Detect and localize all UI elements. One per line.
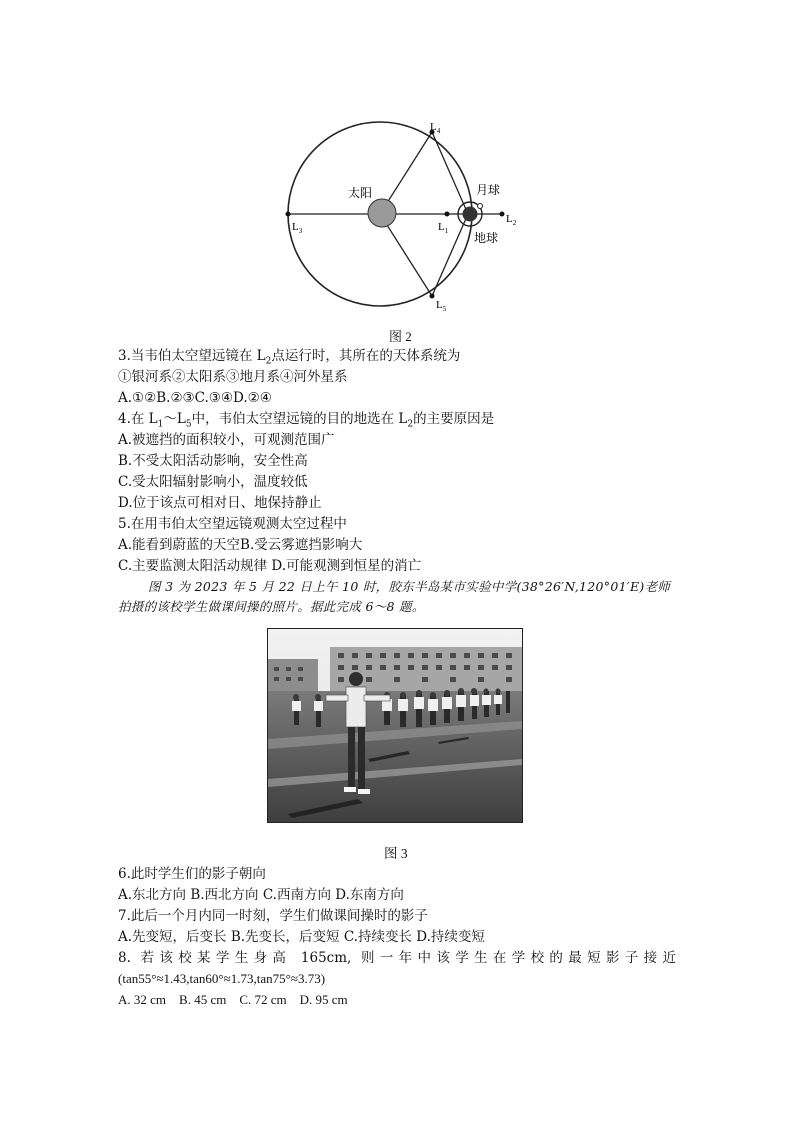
intro-paragraph: 图 3 为 2023 年 5 月 22 日上午 10 时，胶东半岛某市实验中学(38°26′N,120°01′E)老师拍摄的该校学生做课间操的照片。据此完成 6～8 题。 [118, 579, 671, 614]
figure2-caption: 图 2 [389, 329, 412, 344]
q7-stem: 7.此后一个月内同一时刻，学生们做课间操时的影子 [118, 908, 428, 924]
l2-label: $L_2$ [506, 213, 517, 227]
lagrange-diagram [270, 110, 530, 330]
l1-point [445, 212, 450, 217]
sun-label: 太阳 [347, 186, 372, 200]
q4-stem: 4.在 $L_1\sim L_5$中，韦伯太空望远镜的目的地选在 $L_2$的主要原因是 [118, 411, 495, 430]
q3-choices: A.①②B.②③C.③④D.②④ [118, 390, 272, 406]
q5-choices-cd: C.主要监测太阳活动规律 D.可能观测到恒星的消亡 [118, 558, 422, 574]
l2-point [500, 212, 505, 217]
figure3-caption: 图 3 [384, 846, 408, 861]
q4-choice-c: C.受太阳辐射影响小，温度较低 [118, 474, 308, 490]
q8-choices: A. 32 cm B. 45 cm C. 72 cm D. 95 cm [118, 992, 348, 1007]
l4-label: $L_4$ [430, 121, 441, 135]
l5-label: $L_5$ [436, 299, 447, 313]
q6-stem: 6.此时学生们的影子朝向 [118, 866, 266, 882]
moon-label: 月球 [476, 183, 501, 197]
exercise-photo [267, 628, 523, 823]
q3-items: ①银河系②太阳系③地月系④河外星系 [118, 369, 348, 385]
q4-choice-d: D.位于该点可相对日、地保持静止 [118, 495, 322, 511]
q4-choice-a: A.被遮挡的面积较小，可观测范围广 [118, 432, 335, 448]
q8-hint: (tan55°≈1.43,tan60°≈1.73,tan75°≈3.73) [118, 971, 326, 986]
q4-choice-b: B.不受太阳活动影响，安全性高 [118, 453, 308, 469]
l1-label: $L_1$ [438, 221, 449, 235]
q5-stem: 5.在用韦伯太空望远镜观测太空过程中 [118, 516, 347, 532]
earth [463, 207, 478, 222]
l5-point [430, 294, 435, 299]
q7-choices: A.先变短，后变长 B.先变长，后变短 C.持续变长 D.持续变短 [118, 929, 485, 945]
l3-label: $L_3$ [292, 221, 303, 235]
sun-l5-line [380, 214, 432, 296]
l3-point [286, 212, 291, 217]
sun [368, 199, 396, 227]
moon [478, 204, 483, 209]
q3-stem: 3.当韦伯太空望远镜在 $L_2$点运行时，其所在的天体系统为 [118, 348, 461, 367]
q5-choices-ab: A.能看到蔚蓝的天空B.受云雾遮挡影响大 [118, 537, 363, 553]
q6-choices: A.东北方向 B.西北方向 C.西南方向 D.东南方向 [118, 887, 404, 903]
q8-stem: 8. 若该校某学生身高 165cm, 则一年中该学生在学校的最短影子接近 [118, 950, 676, 966]
earth-label: 地球 [474, 231, 499, 245]
